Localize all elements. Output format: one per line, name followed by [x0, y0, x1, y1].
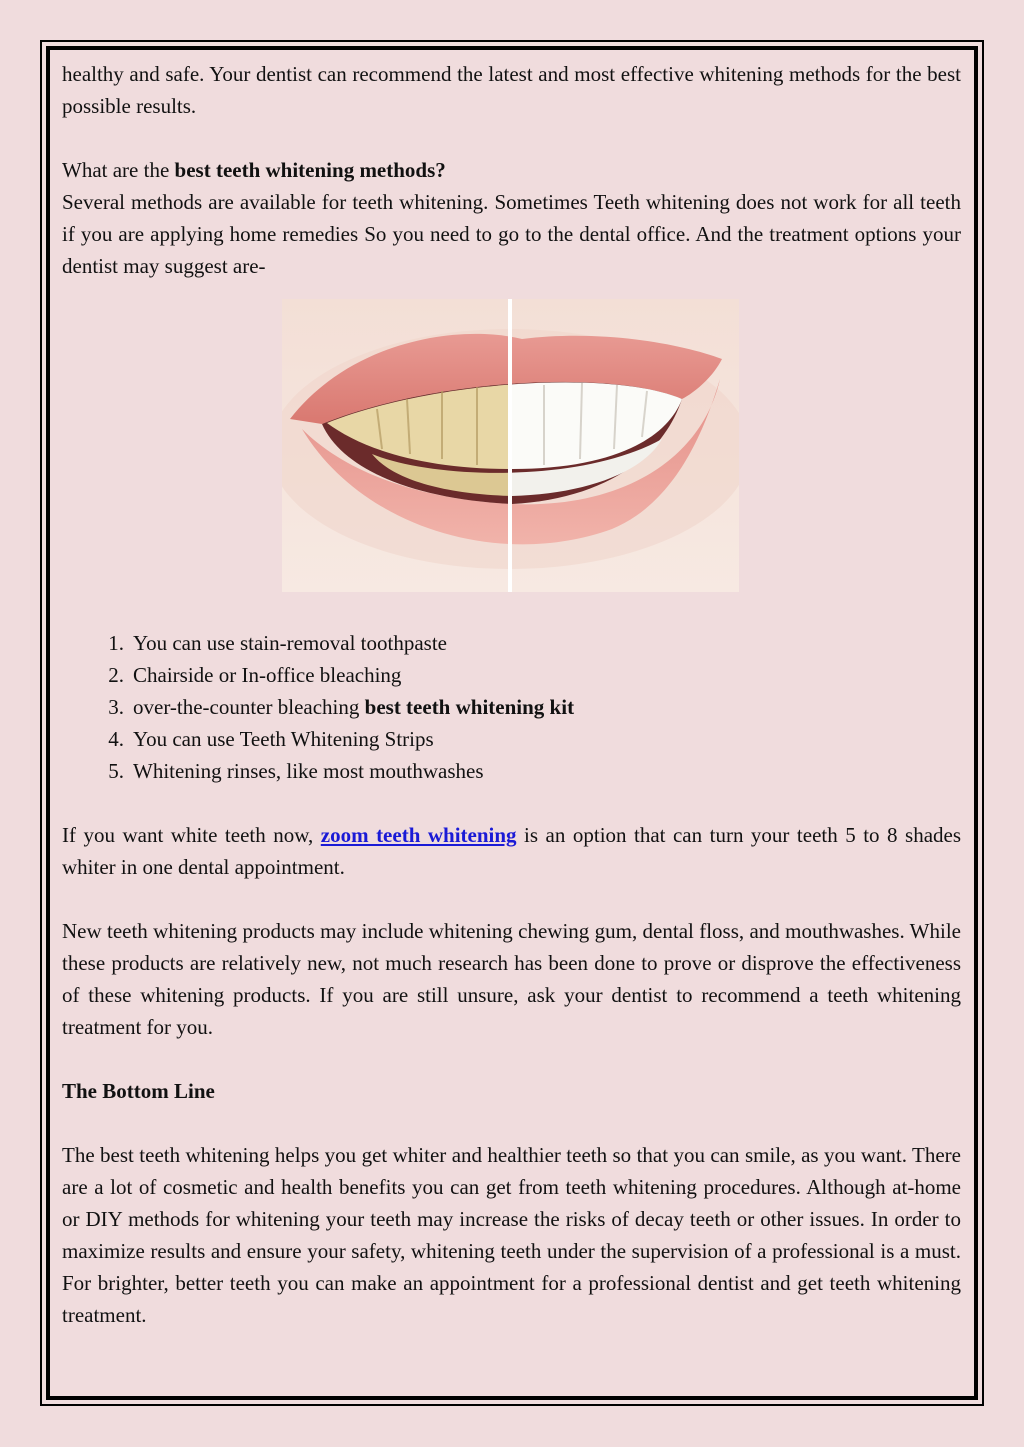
list-text: Whitening rinses, like most mouthwashes: [133, 759, 484, 783]
whitening-methods-list: [62, 627, 961, 787]
bottom-line-heading: The Bottom Line: [62, 1079, 215, 1103]
methods-paragraph: Several methods are available for teeth whitening. Sometimes Teeth whitening does not work for all teeth if you are applying home remedies So you need to go to the dental office. And the treatment options your dentist may suggest are-: [62, 190, 961, 278]
list-item: [62, 755, 961, 787]
question-line: [62, 154, 961, 186]
list-number: 1.: [108, 631, 124, 655]
list-text: [133, 691, 574, 723]
list-text: You can use stain-removal toothpaste: [133, 631, 447, 655]
conclusion-paragraph: The best teeth whitening helps you get whiter and healthier teeth so that you can smile, as you want. There are a lot of cosmetic and health benefits you can get from teeth whitening procedures. Although at-home or DIY methods for whitening your teeth may increase the risks of decay teeth or other issues. In order to maximize results and ensure your safety, whitening teeth under the supervision of a professional is a must. For brighter, better teeth you can make an appointment for a professional dentist and get teeth whitening treatment.: [62, 1143, 961, 1327]
document-body: [62, 58, 967, 1331]
list-text-bold: best teeth whitening kit: [364, 695, 575, 719]
zoom-after: is an option that can turn your teeth 5 to 8 shades whiter in one dental appointment.: [62, 823, 967, 879]
list-number: 5.: [108, 759, 124, 783]
question-prefix: What are the: [62, 158, 175, 182]
list-text-plain: over-the-counter bleaching: [133, 695, 365, 719]
list-number: 3.: [108, 695, 124, 719]
zoom-teeth-whitening-link[interactable]: zoom teeth whitening: [320, 823, 517, 847]
zoom-paragraph: [62, 819, 967, 883]
list-number: 2.: [108, 663, 124, 687]
intro-paragraph: healthy and safe. Your dentist can recommend the latest and most effective whitening methods for the best possible results.: [62, 62, 961, 118]
list-item: [62, 627, 961, 659]
list-text: You can use Teeth Whitening Strips: [133, 727, 434, 751]
products-paragraph: New teeth whitening products may include whitening chewing gum, dental floss, and mouthwashes. While these products are relatively new, not much research has been done to prove or disprove the effectiveness of these whitening products. If you are still unsure, ask your dentist to recommend a teeth whitening treatment for you.: [62, 919, 961, 1039]
teeth-before-after-photo: [282, 299, 739, 592]
list-text: Chairside or In-office bleaching: [133, 663, 402, 687]
list-item: [62, 659, 961, 691]
list-item: [62, 691, 961, 723]
zoom-before: If you want white teeth now,: [62, 823, 321, 847]
list-number: 4.: [108, 727, 124, 751]
question-bold: best teeth whitening methods?: [174, 158, 446, 182]
list-item: [62, 723, 961, 755]
